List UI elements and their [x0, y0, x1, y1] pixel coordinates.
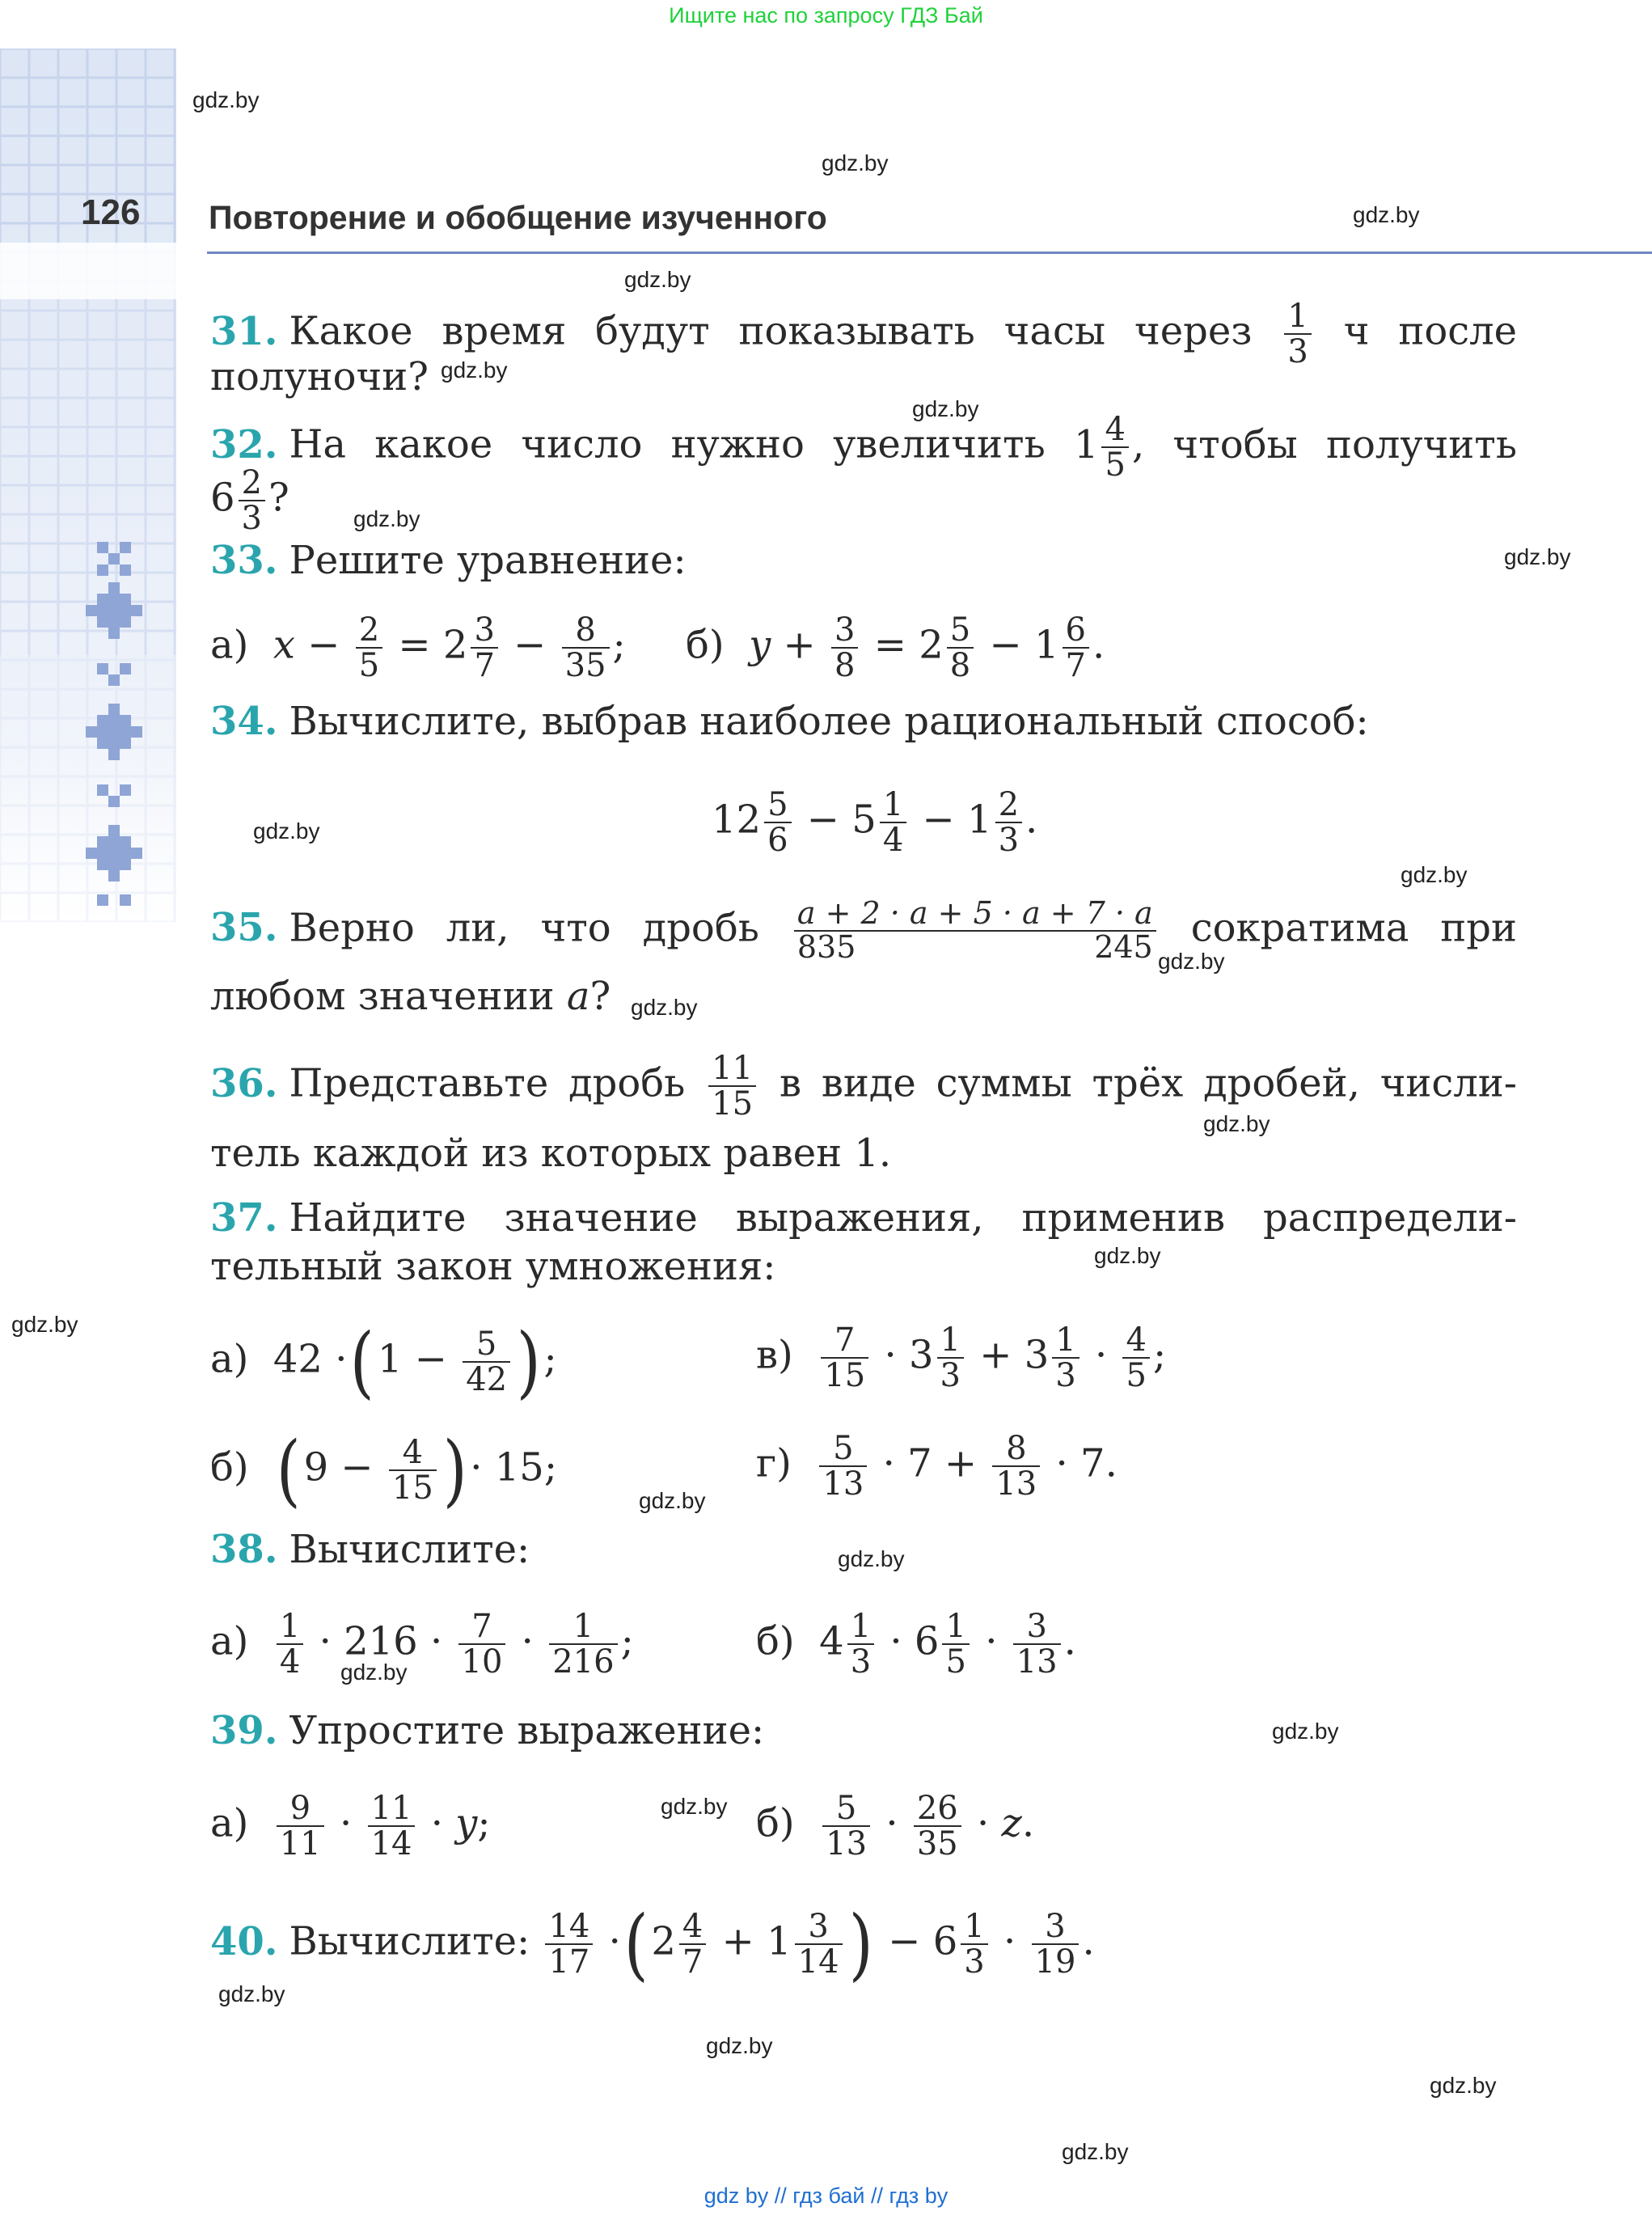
- fraction: $\frac{7}{10}$: [458, 1609, 506, 1679]
- task-36-line-2: тель каждой из которых равен 1.: [210, 1131, 892, 1176]
- task-33-b: б) y + $\frac{3}{8}$ = 2 $\frac{5}{8}$ − 1 $\frac{6}{7}$ .: [686, 611, 1105, 684]
- fraction: $\frac{1}{4}$: [277, 1609, 303, 1679]
- fraction: $\frac{1}{4}$: [880, 788, 906, 857]
- watermark: gdz.by: [822, 150, 889, 175]
- task-number: 33.: [210, 538, 278, 583]
- fraction: $\frac{2}{5}$: [356, 613, 382, 683]
- fraction: $\frac{26}{35}$: [914, 1791, 961, 1861]
- side-ornament: [0, 49, 176, 922]
- task-38-b: б) 4 $\frac{1}{3}$ · 6 $\frac{1}{5}$ · $\frac{3}{13}$ .: [756, 1608, 1076, 1681]
- task-32-line-1: 32. На какое число нужно увеличить 1 $\frac{4}{5}$ , чтобы получить: [210, 411, 1517, 484]
- watermark: gdz.by: [912, 396, 979, 421]
- watermark: gdz.by: [639, 1488, 706, 1513]
- watermark: gdz.by: [706, 2033, 773, 2058]
- task-number: 39.: [210, 1708, 278, 1753]
- watermark: gdz.by: [1353, 202, 1420, 227]
- fraction: $\frac{4}{7}$: [679, 1909, 706, 1979]
- watermark: gdz.by: [631, 995, 698, 1020]
- task-37-g: г) $\frac{5}{13}$ · 7 + $\frac{8}{13}$ · 7.: [756, 1430, 1118, 1503]
- fraction: $\frac{3}{13}$: [1013, 1609, 1061, 1679]
- task-number: 38.: [210, 1527, 278, 1572]
- task-number: 36.: [210, 1060, 278, 1106]
- watermark: gdz.by: [1401, 862, 1468, 887]
- watermark: gdz.by: [1430, 2073, 1497, 2098]
- task-40-expression: 40. Вычислите: $\frac{14}{17}$ ·(2 $\frac{4}{7}$ + 1 $\frac{3}{14}$ ) − 6 $\frac{1}{3}$ · $\frac{3}{19}$ .: [210, 1899, 1095, 1989]
- fraction: $\frac{3}{8}$: [831, 613, 858, 683]
- fraction: $\frac{4}{5}$: [1101, 412, 1128, 482]
- fraction: $\frac{8}{13}$: [992, 1431, 1040, 1501]
- fraction: $\frac{3}{19}$: [1032, 1909, 1080, 1979]
- task-34-expression: 12 $\frac{5}{6}$ − 5 $\frac{1}{4}$ − 1 $\frac{2}{3}$ .: [712, 786, 1038, 859]
- task-39-title: 39. Упростите выражение:: [210, 1708, 765, 1753]
- task-33-title: 33. Решите уравнение:: [210, 538, 687, 583]
- task-35-line-2: любом значении a?: [210, 974, 611, 1019]
- task-37-line-2: тельный закон умножения:: [210, 1244, 776, 1289]
- fraction: $\frac{1}{3}$: [961, 1909, 987, 1979]
- fraction: $\frac{2}{3}$: [239, 466, 265, 535]
- watermark: gdz.by: [661, 1794, 728, 1819]
- fraction: $\frac{3}{14}$: [795, 1909, 843, 1979]
- task-38-title: 38. Вычислите:: [210, 1527, 530, 1572]
- fraction: $\frac{1}{216}$: [549, 1609, 617, 1679]
- watermark: gdz.by: [1062, 2139, 1129, 2164]
- fraction: $\frac{3}{7}$: [471, 613, 497, 683]
- task-33-a: а) x − $\frac{2}{5}$ = 2 $\frac{3}{7}$ − $\frac{8}{35}$ ;: [210, 611, 626, 684]
- watermark: gdz.by: [1504, 544, 1571, 569]
- task-31-line-1: 31. Какое время будут показывать часы через $\frac{1}{3}$ ч после: [210, 298, 1518, 370]
- section-title: Повторение и обобщение изученного: [209, 199, 827, 236]
- task-number: 37.: [210, 1195, 278, 1241]
- watermark: gdz.by: [1094, 1243, 1161, 1268]
- task-39-b: б) $\frac{5}{13}$ · $\frac{26}{35}$ · z.: [756, 1790, 1035, 1862]
- fraction: $\frac{9}{11}$: [277, 1791, 324, 1861]
- footer-links[interactable]: gdz by // гдз бай // гдз by: [703, 2184, 949, 2208]
- watermark: gdz.by: [11, 1312, 78, 1337]
- task-37-b: б) (9 − $\frac{4}{15}$ )· 15;: [210, 1425, 557, 1516]
- task-38-a: а) $\frac{1}{4}$ · 216 · $\frac{7}{10}$ · $\frac{1}{216}$ ;: [210, 1608, 634, 1681]
- fraction: $\frac{5}{8}$: [947, 613, 974, 683]
- fraction: $\frac{5}{13}$: [822, 1791, 870, 1861]
- fraction: $\frac{11}{14}$: [368, 1791, 416, 1861]
- task-37-line-1: 37. Найдите значение выражения, применив распредели-: [210, 1195, 1517, 1241]
- task-number: 32.: [210, 421, 278, 467]
- fraction: $\frac{1}{3}$: [847, 1609, 874, 1679]
- watermark: gdz.by: [253, 818, 320, 844]
- site-banner[interactable]: Ищите нас по запросу ГДЗ Бай: [669, 3, 983, 27]
- watermark: gdz.by: [218, 1981, 285, 2006]
- watermark: gdz.by: [1203, 1111, 1270, 1136]
- page-number: 126: [81, 192, 141, 232]
- fraction: $\frac{4}{15}$: [389, 1435, 437, 1505]
- fraction: $\frac{7}{15}$: [821, 1323, 868, 1393]
- task-35-line-1: 35. Верно ли, что дробь $\frac{a + 2 \cdot a + 5 \cdot a + 7 \cdot a}{835 245}$ сократима при: [210, 895, 1518, 965]
- fraction: $\frac{1}{5}$: [942, 1609, 969, 1679]
- task-37-v: в) $\frac{7}{15}$ · 3 $\frac{1}{3}$ + 3 $\frac{1}{3}$ · $\frac{4}{5}$ ;: [756, 1321, 1167, 1394]
- fraction: $\frac{8}{35}$: [562, 613, 610, 683]
- fraction: $\frac{1}{3}$: [1284, 299, 1311, 369]
- fraction: $\frac{4}{5}$: [1122, 1323, 1149, 1393]
- watermark: gdz.by: [192, 87, 260, 112]
- task-36-line-1: 36. Представьте дробь $\frac{11}{15}$ в виде суммы трёх дробей, числи-: [210, 1050, 1518, 1123]
- watermark: gdz.by: [353, 506, 420, 531]
- task-39-a: а) $\frac{9}{11}$ · $\frac{11}{14}$ · y;: [210, 1790, 491, 1862]
- watermark: gdz.by: [1272, 1719, 1339, 1744]
- fraction: $\frac{2}{3}$: [995, 788, 1022, 857]
- task-31-line-2: полуночи?: [210, 354, 429, 400]
- watermark: gdz.by: [340, 1660, 408, 1685]
- fraction: $\frac{5}{42}$: [463, 1327, 510, 1397]
- watermark: gdz.by: [838, 1546, 905, 1571]
- fraction: $\frac{1}{3}$: [937, 1323, 964, 1393]
- watermark: gdz.by: [1158, 949, 1225, 974]
- task-32-line-2: 6 $\frac{2}{3}$ ?: [210, 464, 289, 537]
- task-number: 34.: [210, 699, 278, 744]
- fraction: $\frac{14}{17}$: [545, 1909, 593, 1979]
- task-37-a: а) 42 ·(1 − $\frac{5}{42}$ );: [210, 1317, 557, 1407]
- task-34-title: 34. Вычислите, выбрав наиболее рациональный способ:: [210, 699, 1369, 744]
- header-rule: [207, 252, 1652, 254]
- watermark: gdz.by: [624, 267, 691, 292]
- task-number: 31.: [210, 308, 278, 354]
- fraction: $\frac{11}{15}$: [708, 1051, 756, 1121]
- watermark: gdz.by: [441, 357, 508, 383]
- fraction: $\frac{a + 2 \cdot a + 5 \cdot a + 7 \cdot a}{835 245}$: [794, 898, 1156, 964]
- task-number: 40.: [210, 1918, 278, 1964]
- fraction: $\frac{5}{6}$: [764, 788, 791, 857]
- fraction: $\frac{1}{3}$: [1052, 1323, 1079, 1393]
- fraction: $\frac{5}{13}$: [819, 1431, 867, 1501]
- fraction: $\frac{6}{7}$: [1063, 613, 1089, 683]
- task-number: 35.: [210, 905, 278, 951]
